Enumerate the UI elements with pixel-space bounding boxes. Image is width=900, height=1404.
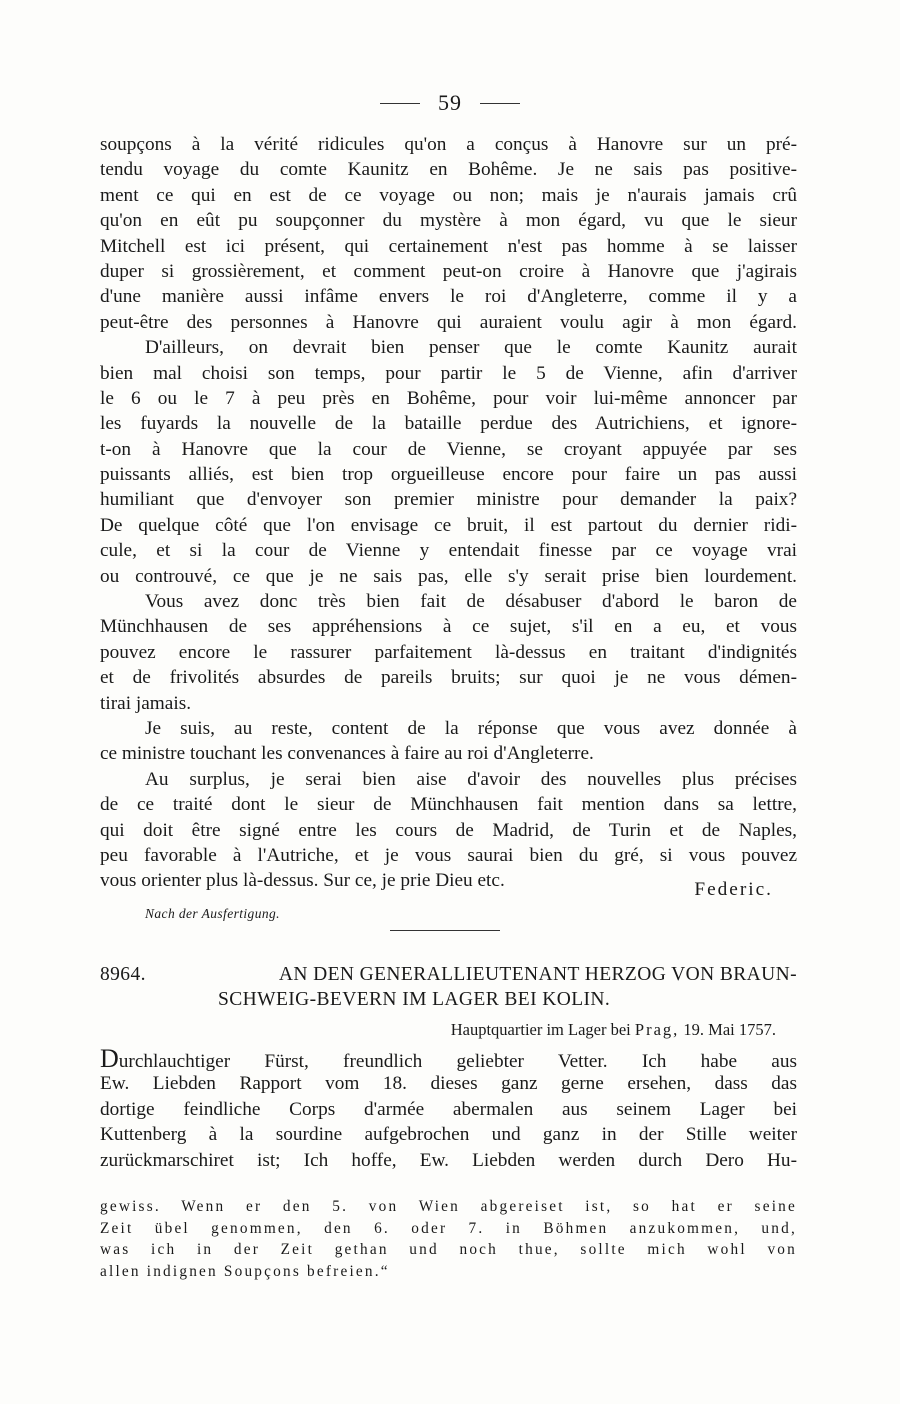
dateline-place: Prag, xyxy=(634,1020,680,1039)
text-line: t-on à Hanovre que la cour de Vienne, se croyant appuyée par ses xyxy=(100,438,797,460)
text-line: puissants alliés, est bien trop orgueilleuse encore pour faire un pas aussi xyxy=(100,464,797,486)
dateline-date: 19. Mai 1757. xyxy=(683,1020,776,1039)
letter-8964-body xyxy=(100,1046,797,1173)
section-divider xyxy=(390,930,500,931)
footnote xyxy=(100,1196,797,1282)
text-line: duper si grossièrement, et comment peut-on croire à Hanovre que j'agirais xyxy=(100,260,797,282)
text-line: Münchhausen de ses appréhensions à ce sujet, s'il en a eu, et vous xyxy=(100,616,797,638)
text-line: vous orienter plus là-dessus. Sur ce, je prie Dieu etc. xyxy=(100,870,505,892)
header-dash-left xyxy=(380,103,420,104)
text-line: peu favorable à l'Autriche, et je vous saurai bien du gré, si vous pouvez xyxy=(100,844,797,866)
footnote-line: allen indignen Soupçons befreien.“ xyxy=(100,1262,390,1280)
dateline-prefix: Hauptquartier im Lager bei xyxy=(450,1020,631,1039)
letter-heading xyxy=(100,962,797,1013)
text-line: Ew. Liebden Rapport vom 18. dieses ganz gerne ersehen, dass das xyxy=(100,1073,797,1095)
text-line: Je suis, au reste, content de la réponse que vous avez donnée à xyxy=(145,717,797,739)
text-line: humiliant que d'envoyer son premier ministre pour demander la paix? xyxy=(100,489,797,511)
page-number: 59 xyxy=(438,90,462,115)
letter-number: 8964. xyxy=(100,964,146,985)
text-line: dortige feindliche Corps d'armée abermalen aus seinem Lager bei xyxy=(100,1098,797,1120)
letter-8963-body xyxy=(100,132,797,901)
dropcap: D xyxy=(100,1044,119,1073)
text-line: et de frivolités absurdes de pareils bruits; sur quoi je ne vous démen- xyxy=(100,667,797,689)
text-line: peut-être des personnes à Hanovre qui auraient voulu agir à mon égard. xyxy=(100,311,797,333)
text-line: de ce traité dont le sieur de Münchhausen fait mention dans sa lettre, xyxy=(100,794,797,816)
text-line: ou controuvé, ce que je ne sais pas, elle s'y serait prise bien lourdement. xyxy=(100,565,797,587)
footnote-line: gewiss. Wenn er den 5. von Wien abgereiset ist, so hat er seine xyxy=(100,1198,797,1215)
heading-line-1 xyxy=(100,962,797,987)
closing-row xyxy=(100,868,797,901)
text-line: pouvez encore le rassurer parfaitement là-dessus en traitant d'indignités xyxy=(100,641,797,663)
heading-text-1: AN DEN GENERALLIEUTENANT HERZOG VON BRAUN- xyxy=(278,964,797,985)
header-dash-right xyxy=(480,103,520,104)
text-line: qu'on en eût pu soupçonner du mystère à mon égard, vu que le sieur xyxy=(100,210,797,232)
text-line: les fuyards la nouvelle de la bataille perdue des Autrichiens, et ignore- xyxy=(100,413,797,435)
text-line: De quelque côté que l'on envisage ce bruit, il est partout du dernier ridi- xyxy=(100,514,797,536)
text-line: bien mal choisi son temps, pour partir le 5 de Vienne, afin d'arriver xyxy=(100,362,797,384)
text-line: Kuttenberg à la sourdine aufgebrochen und ganz in der Stille weiter xyxy=(100,1124,797,1146)
footnote-line: Zeit übel genommen, den 6. oder 7. in Böhmen anzukommen, und, xyxy=(100,1219,797,1237)
text-line xyxy=(100,1046,797,1071)
text-line: soupçons à la vérité ridicules qu'on a conçus à Hanovre sur un pré- xyxy=(100,134,797,155)
text-line: zurückmarschiret ist; Ich hoffe, Ew. Liebden werden durch Dero Hu- xyxy=(100,1149,797,1171)
text-line: ment ce qui en est de ce voyage ou non; mais je n'aurais jamais crû xyxy=(100,184,797,206)
signature: Federic. xyxy=(694,879,773,901)
text-line: ce ministre touchant les convenances à faire au roi d'Angleterre. xyxy=(100,743,594,765)
text-line: D'ailleurs, on devrait bien penser que le comte Kaunitz aurait xyxy=(145,337,797,359)
page-header xyxy=(0,88,900,118)
text-line: tirai jamais. xyxy=(100,692,192,714)
text-line: Au surplus, je serai bien aise d'avoir des nouvelles plus précises xyxy=(145,768,797,790)
dateline xyxy=(360,1020,776,1040)
text-line: le 6 ou le 7 à peu près en Bohême, pour voir lui-même annoncer par xyxy=(100,387,797,409)
text-line: d'une manière aussi infâme envers le roi d'Angleterre, comme il y a xyxy=(100,286,797,308)
text-line: Vous avez donc très bien fait de désabuser d'abord le baron de xyxy=(145,591,797,613)
source-note: Nach der Ausfertigung. xyxy=(145,906,280,921)
letter-line-first: urchlauchtiger Fürst, freundlich geliebter Vetter. Ich habe aus xyxy=(118,1051,797,1072)
heading-text-2: SCHWEIG-BEVERN IM LAGER BEI KOLIN. xyxy=(218,989,611,1011)
text-line: cule, et si la cour de Vienne y entendait finesse par ce voyage vrai xyxy=(100,540,797,562)
text-line: qui doit être signé entre les cours de Madrid, de Turin et de Naples, xyxy=(100,819,797,841)
text-line: Mitchell est ici présent, qui certainement n'est pas homme à se laisser xyxy=(100,235,797,257)
footnote-line: was ich in der Zeit gethan und noch thue, sollte mich wohl von xyxy=(100,1241,797,1259)
text-line: tendu voyage du comte Kaunitz en Bohême. Je ne sais pas positive- xyxy=(100,159,797,181)
